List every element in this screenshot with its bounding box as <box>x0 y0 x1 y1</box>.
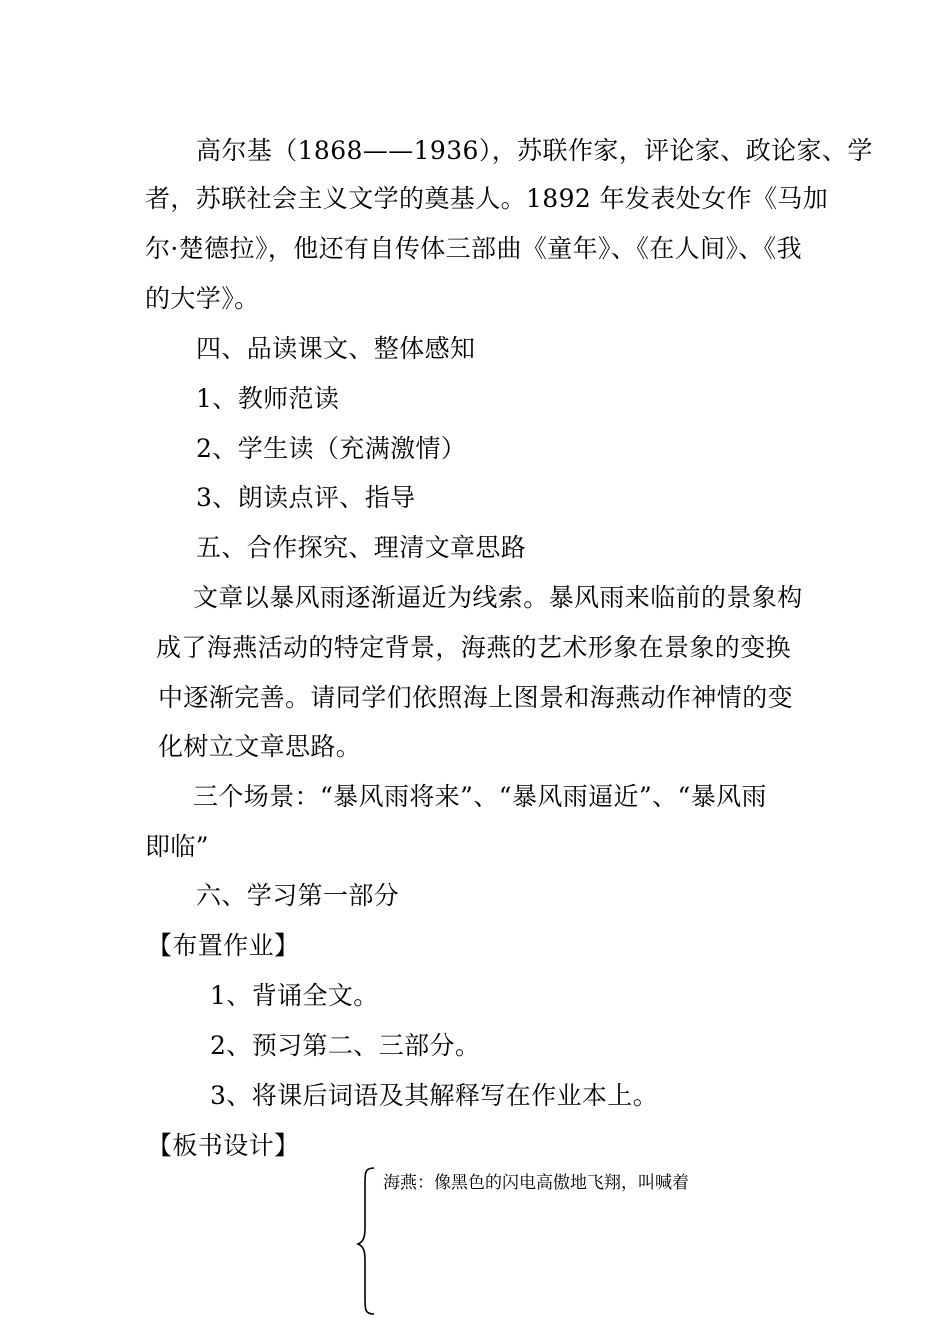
section5-paragraph-line-2: 成了海燕活动的特定背景，海燕的艺术形象在景象的变换 <box>156 633 792 662</box>
section4-item-2: 2、学生读（充满激情） <box>196 434 467 463</box>
section5-paragraph-line-1: 文章以暴风雨逐渐逼近为线索。暴风雨来临前的景象构 <box>193 583 803 612</box>
homework-item-2: 2、预习第二、三部分。 <box>210 1031 481 1060</box>
homework-item-1: 1、背诵全文。 <box>210 981 379 1010</box>
section4-heading: 四、品读课文、整体感知 <box>196 334 476 363</box>
section4-item-3: 3、朗读点评、指导 <box>196 483 416 512</box>
homework-item-3: 3、将课后词语及其解释写在作业本上。 <box>210 1081 659 1110</box>
board-entry-haiyan: 海燕：像黑色的闪电高傲地飞翔，叫喊着 <box>383 1173 689 1193</box>
section5-scenes-line-2: 即临” <box>145 832 209 861</box>
intro-line-3: 尔·楚德拉》，他还有自传体三部曲《童年》、《在人间》、《我 <box>145 234 803 263</box>
intro-line-2: 者，苏联社会主义文学的奠基人。1892 年发表处女作《马加 <box>145 184 829 213</box>
intro-line-1: 高尔基（1868——1936），苏联作家，评论家、政论家、学 <box>196 136 873 165</box>
section5-heading: 五、合作探究、理清文章思路 <box>196 533 527 562</box>
board-heading: 【板书设计】 <box>147 1131 300 1160</box>
homework-heading: 【布置作业】 <box>147 931 300 960</box>
section5-scenes-line-1: 三个场景：“暴风雨将来”、“暴风雨逼近”、“暴风雨 <box>193 782 767 811</box>
section6-heading: 六、学习第一部分 <box>196 881 400 910</box>
left-brace-icon <box>356 1166 386 1316</box>
intro-line-4: 的大学》。 <box>145 284 260 313</box>
section5-paragraph-line-3: 中逐渐完善。请同学们依照海上图景和海燕动作神情的变 <box>158 683 794 712</box>
section4-item-1: 1、教师范读 <box>196 384 340 413</box>
section5-paragraph-line-4: 化树立文章思路。 <box>158 732 362 761</box>
